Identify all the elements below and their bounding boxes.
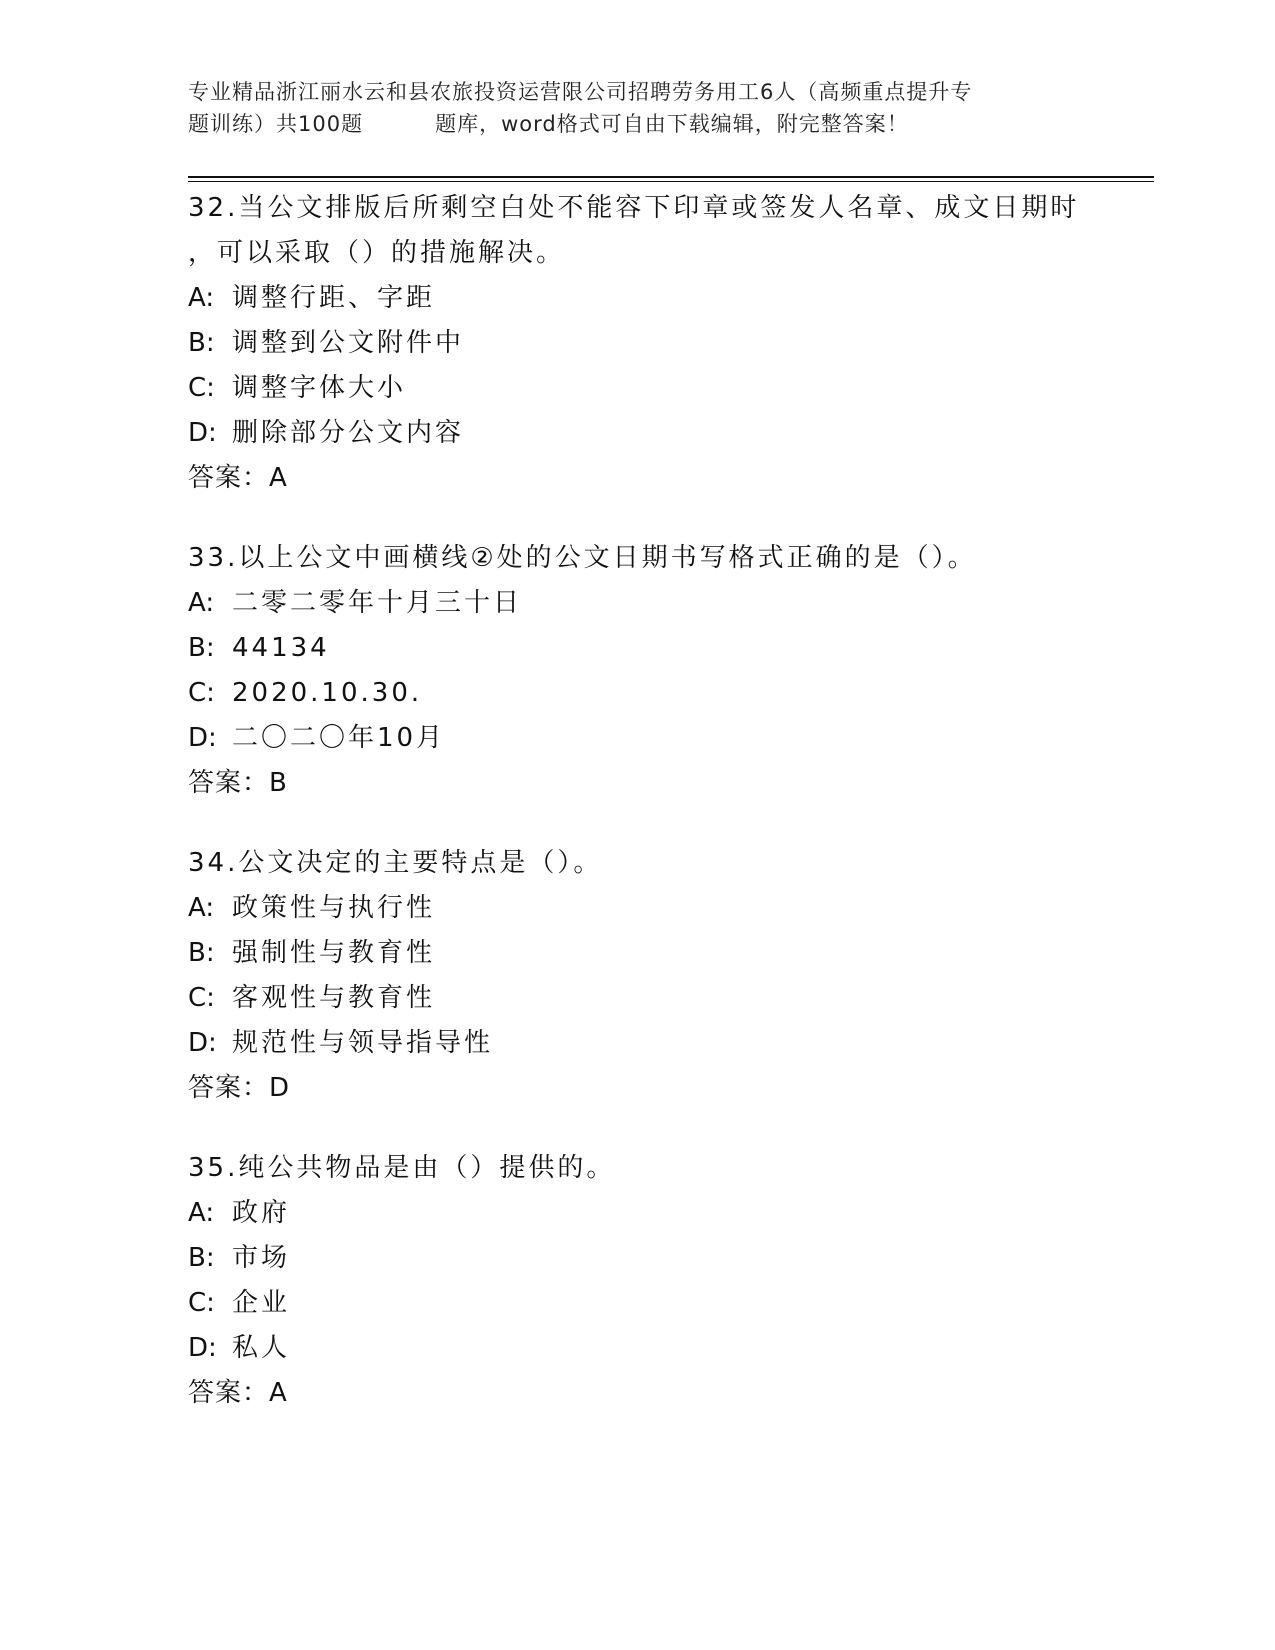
option-text: 私人 bbox=[232, 1333, 291, 1363]
header-line-1: 专业精品浙江丽水云和县农旅投资运营限公司招聘劳务用工6人（高频重点提升专 bbox=[188, 80, 973, 104]
option-letter: A: bbox=[188, 893, 215, 923]
option-a bbox=[188, 886, 1088, 931]
answer-label: 答案：B bbox=[188, 768, 288, 798]
option-letter: D: bbox=[188, 1028, 217, 1058]
option-letter: C: bbox=[188, 983, 215, 1013]
page-header bbox=[188, 76, 1088, 140]
question-stem-line: ，可以采取（）的措施解决。 bbox=[188, 238, 566, 268]
option-letter: D: bbox=[188, 1333, 217, 1363]
option-a bbox=[188, 581, 1088, 626]
option-d bbox=[188, 716, 1088, 761]
header-line-2-part-2: 题库，word格式可自由下载编辑，附完整答案！ bbox=[435, 112, 909, 136]
option-text: 规范性与领导指导性 bbox=[232, 1028, 494, 1058]
option-b bbox=[188, 931, 1088, 976]
option-d bbox=[188, 411, 1088, 456]
option-text: 调整字体大小 bbox=[232, 373, 407, 403]
header-divider-thick bbox=[188, 176, 1154, 178]
option-text: 调整到公文附件中 bbox=[232, 328, 465, 358]
option-d bbox=[188, 1326, 1088, 1371]
option-c bbox=[188, 976, 1088, 1021]
option-b bbox=[188, 321, 1088, 366]
question-34 bbox=[188, 841, 1088, 1111]
option-text: 二零二零年十月三十日 bbox=[232, 588, 523, 618]
option-text: 强制性与教育性 bbox=[232, 938, 436, 968]
option-letter: A: bbox=[188, 588, 215, 618]
option-text: 删除部分公文内容 bbox=[232, 418, 465, 448]
option-text: 市场 bbox=[232, 1243, 291, 1273]
option-letter: B: bbox=[188, 633, 215, 663]
header-line-2-part-1: 题训练）共100题 bbox=[188, 112, 364, 136]
option-letter: D: bbox=[188, 723, 217, 753]
answer-label: 答案：A bbox=[188, 463, 288, 493]
option-text: 政策性与执行性 bbox=[232, 893, 436, 923]
option-text: 企业 bbox=[232, 1288, 291, 1318]
answer-label: 答案：D bbox=[188, 1073, 291, 1103]
question-35 bbox=[188, 1146, 1088, 1416]
header-divider-thin bbox=[188, 181, 1154, 182]
option-letter: C: bbox=[188, 678, 215, 708]
answer-label: 答案：A bbox=[188, 1378, 288, 1408]
option-c bbox=[188, 366, 1088, 411]
option-a bbox=[188, 1191, 1088, 1236]
question-stem-line: 32.当公文排版后所剩空白处不能容下印章或签发人名章、成文日期时 bbox=[188, 193, 1080, 223]
question-32 bbox=[188, 186, 1088, 501]
option-text: 政府 bbox=[232, 1198, 291, 1228]
option-text: 调整行距、字距 bbox=[232, 283, 436, 313]
option-letter: A: bbox=[188, 1198, 215, 1228]
option-text: 44134 bbox=[232, 633, 330, 663]
option-c bbox=[188, 1281, 1088, 1326]
question-stem-line: 33.以上公文中画横线②处的公文日期书写格式正确的是（）。 bbox=[188, 543, 977, 573]
option-letter: B: bbox=[188, 938, 215, 968]
option-c bbox=[188, 671, 1088, 716]
option-text: 客观性与教育性 bbox=[232, 983, 436, 1013]
header-line-2 bbox=[188, 108, 1088, 140]
option-a bbox=[188, 276, 1088, 321]
option-letter: C: bbox=[188, 373, 215, 403]
option-text: 2020.10.30. bbox=[232, 678, 423, 708]
question-33 bbox=[188, 536, 1088, 806]
option-letter: C: bbox=[188, 1288, 215, 1318]
option-text: 二〇二〇年10月 bbox=[232, 723, 446, 753]
question-stem-line: 34.公文决定的主要特点是（）。 bbox=[188, 848, 603, 878]
option-d bbox=[188, 1021, 1088, 1066]
option-letter: A: bbox=[188, 283, 215, 313]
option-letter: B: bbox=[188, 1243, 215, 1273]
option-b bbox=[188, 626, 1088, 671]
option-letter: B: bbox=[188, 328, 215, 358]
question-stem-line: 35.纯公共物品是由（）提供的。 bbox=[188, 1153, 616, 1183]
option-b bbox=[188, 1236, 1088, 1281]
option-letter: D: bbox=[188, 418, 217, 448]
